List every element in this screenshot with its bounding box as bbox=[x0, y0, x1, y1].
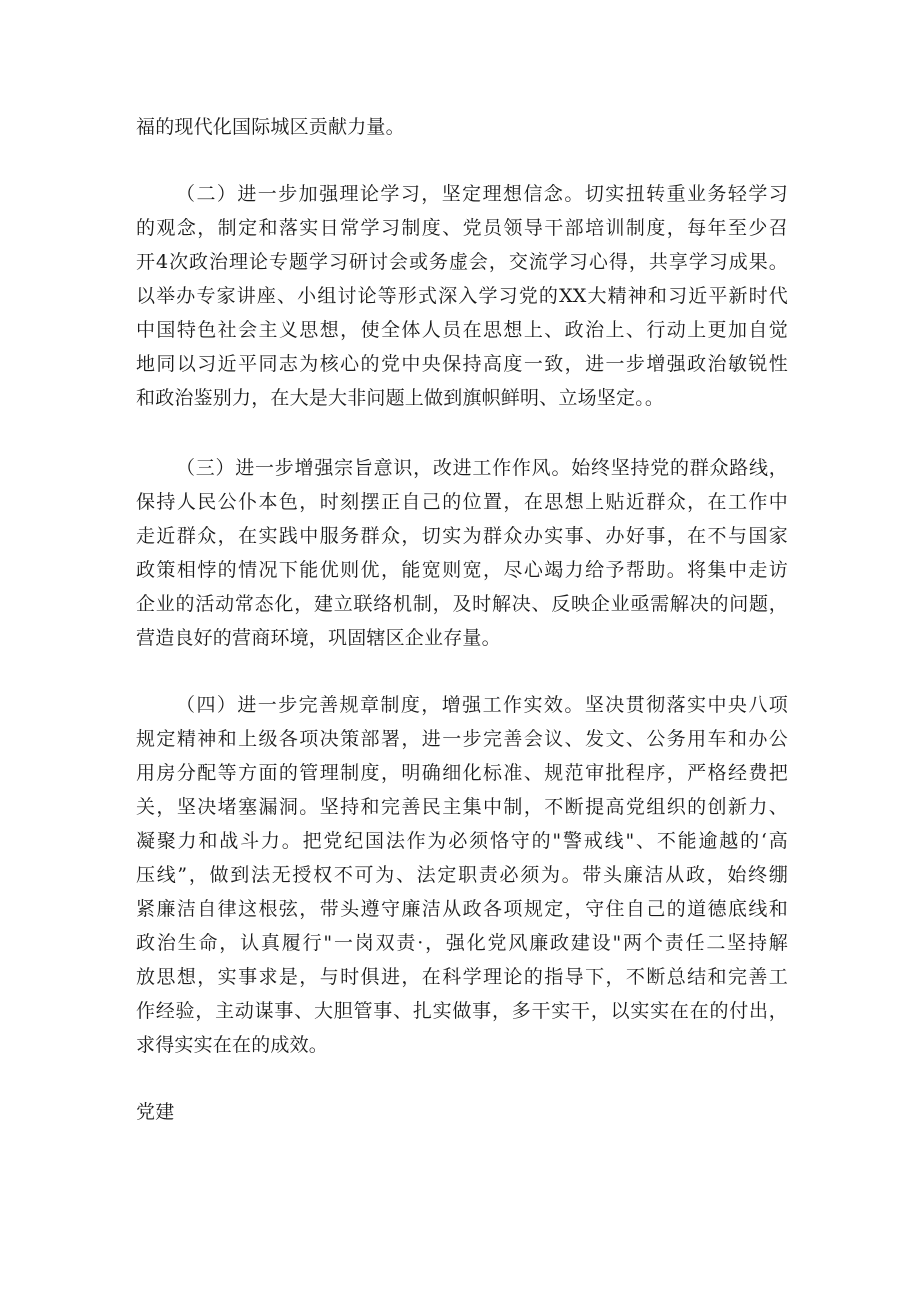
paragraph-line: 营造良好的营商环境，巩固辖区企业存量。 bbox=[136, 627, 501, 649]
paragraph-line: （三）进一步增强宗旨意识，改进工作作风。始终坚持党的群众路线， bbox=[176, 457, 788, 479]
paragraph-line: 政治生命，认真履行"一岗双责·，强化党风廉政建设"两个责任二坚持解 bbox=[136, 932, 788, 954]
paragraph-line: 政策相悖的情况下能优则优，能宽则宽，尽心竭力给予帮助。将集中走访 bbox=[136, 559, 788, 581]
paragraph-line: （二）进一步加强理论学习，坚定理想信念。切实扭转重业务轻学习 bbox=[176, 183, 788, 205]
paragraph-line: 作经验，主动谋事、大胆管事、扎实做事，多干实干，以实实在在的付出， bbox=[136, 1000, 788, 1022]
paragraph-line: 关，坚决堵塞漏洞。坚持和完善民主集中制，不断提高党组织的创新力、 bbox=[136, 796, 788, 818]
paragraph-line: 规定精神和上级各项决策部署，进一步完善会议、发文、公务用车和办公 bbox=[136, 728, 788, 750]
paragraph-line: （四）进一步完善规章制度，增强工作实效。坚决贯彻落实中央八项 bbox=[176, 694, 788, 716]
paragraph-line: 企业的活动常态化，建立联络机制，及时解决、反映企业亟需解决的问题， bbox=[136, 593, 788, 615]
paragraph-line: 以举办专家讲座、小组讨论等形式深入学习党的XX大精神和习近平新时代 bbox=[136, 285, 788, 307]
paragraph-line: 地同以习近平同志为核心的党中央保持高度一致，进一步增强政治敏锐性 bbox=[136, 353, 788, 375]
paragraph-line: 开4次政治理论专题学习研讨会或务虚会，交流学习心得，共享学习成果。 bbox=[136, 251, 788, 273]
paragraph-line: 和政治鉴别力，在大是大非问题上做到旗帜鲜明、立场坚定。。 bbox=[136, 387, 665, 409]
paragraph-line: 中国特色社会主义思想，使全体人员在思想上、政治上、行动上更加自觉 bbox=[136, 319, 788, 341]
paragraph-line: 的观念，制定和落实日常学习制度、党员领导干部培训制度，每年至少召 bbox=[136, 217, 788, 239]
paragraph-line: 放思想，实事求是，与时俱进，在科学理论的指导下，不断总结和完善工 bbox=[136, 966, 788, 988]
paragraph-line: 保持人民公仆本色，时刻摆正自己的位置，在思想上贴近群众，在工作中 bbox=[136, 491, 788, 513]
intro-tail-line: 福的现代化国际城区贡献力量。 bbox=[136, 116, 405, 138]
paragraph-line: 压线”，做到法无授权不可为、法定职责必须为。带头廉洁从政，始终绷 bbox=[136, 864, 788, 886]
paragraph-line: 求得实实在在的成效。 bbox=[136, 1034, 329, 1056]
footer-tag: 党建 bbox=[136, 1101, 175, 1123]
paragraph-line: 走近群众，在实践中服务群众，切实为群众办实事、办好事，在不与国家 bbox=[136, 525, 788, 547]
paragraph-line: 用房分配等方面的管理制度，明确细化标准、规范审批程序，严格经费把 bbox=[136, 762, 788, 784]
paragraph-line: 紧廉洁自律这根弦，带头遵守廉洁从政各项规定，守住自己的道德底线和 bbox=[136, 898, 788, 920]
paragraph-line: 凝聚力和战斗力。把党纪国法作为必须恪守的"警戒线"、不能逾越的‘高 bbox=[136, 830, 788, 852]
